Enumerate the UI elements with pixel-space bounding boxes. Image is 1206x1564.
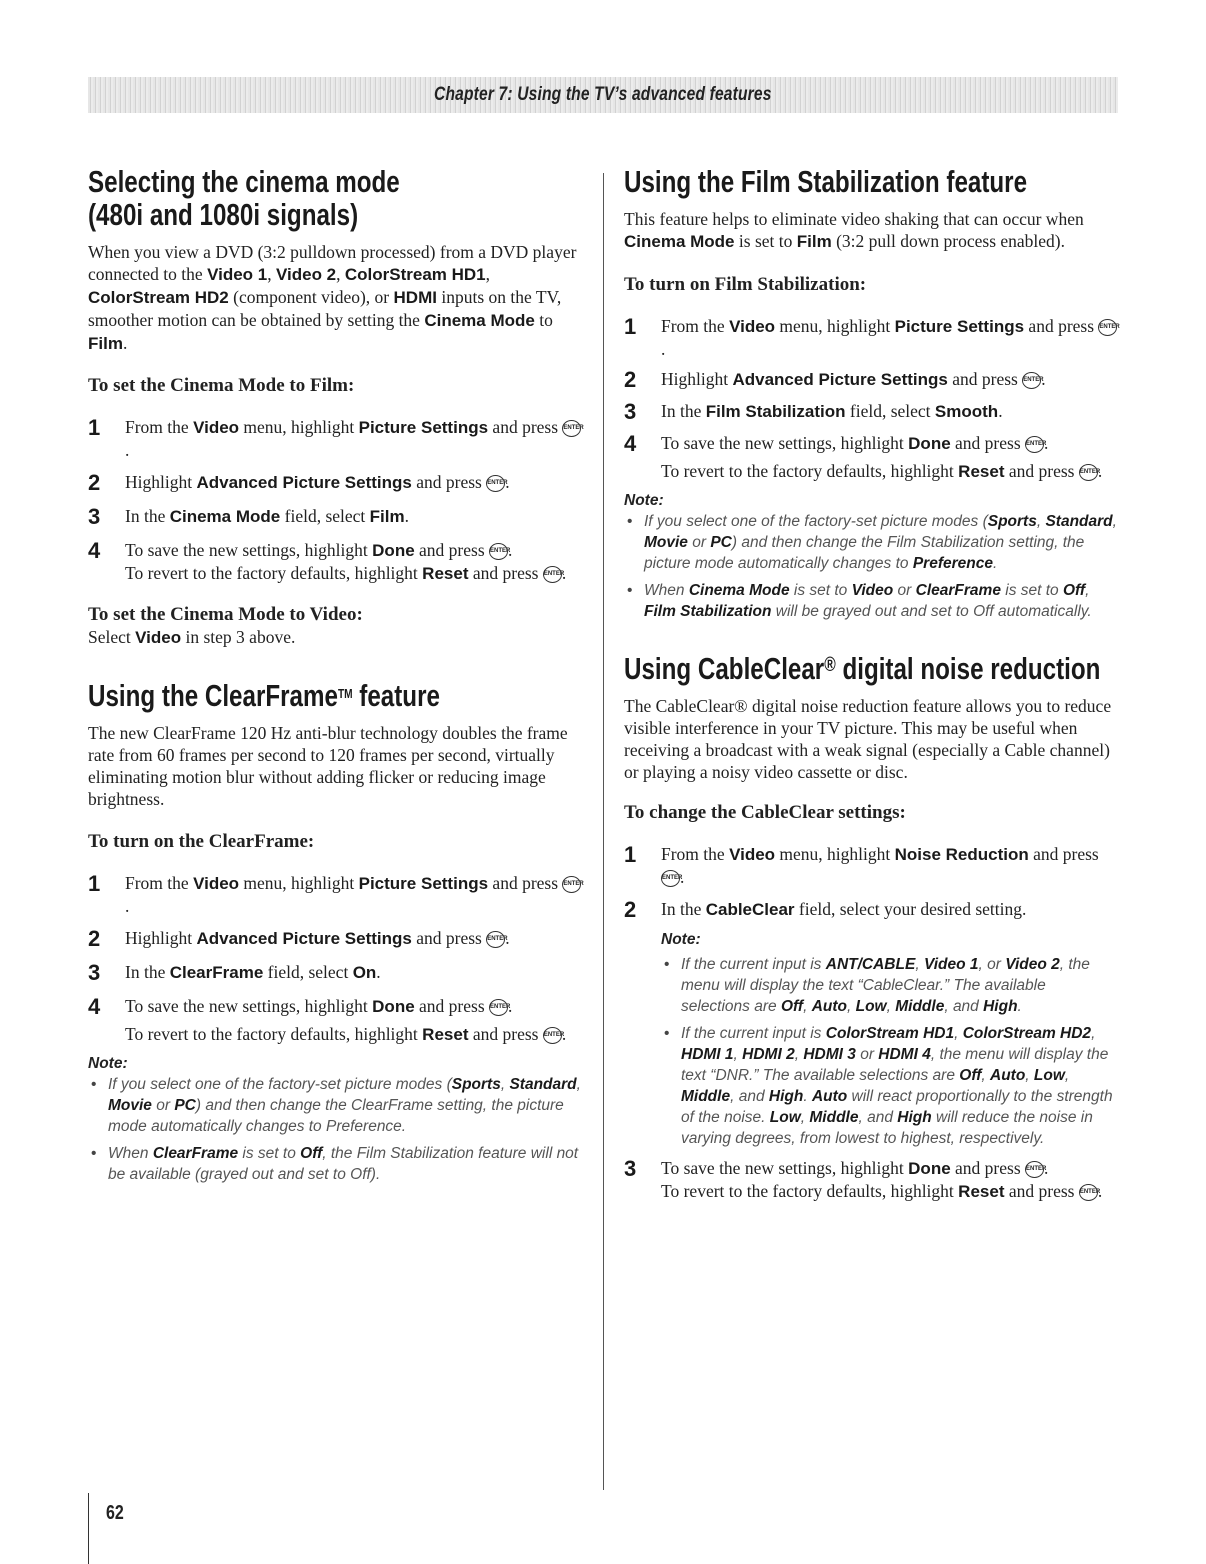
column-divider	[603, 173, 604, 1490]
cableclear-subheading: To change the CableClear settings:	[624, 802, 906, 823]
note-item: • If the current input is ANT/CABLE, Video 1, or Video 2, the menu will display the text “CableClear.” The available selections are Off, Auto, Low, Middle, and High.	[661, 954, 1118, 1017]
enter-button-icon: ENTER	[486, 931, 505, 948]
cinema-film-subheading: To set the Cinema Mode to Film:	[88, 375, 355, 396]
enter-button-icon: ENTER	[1022, 372, 1041, 389]
note-item: • If the current input is ColorStream HD1, ColorStream HD2, HDMI 1, HDMI 2, HDMI 3 or HDMI 4, the menu will display the text “DNR.” The available selections are Off, Auto, Low, Middle, and High. Auto will react proportionally to the strength of the noise. Low, Middle, and High will reduce the noise in varying degrees, from lowest to highest, respectively.	[661, 1023, 1118, 1149]
note-list	[661, 954, 1118, 1149]
page-number-rule	[88, 1493, 89, 1564]
left-column	[88, 165, 582, 1185]
cableclear-heading: Using CableClear® digital noise reduction	[624, 651, 1101, 686]
note-label: Note:	[88, 1055, 128, 1072]
step: 2 Highlight Advanced Picture Settings and press ENTER.	[624, 367, 1046, 392]
step: 3 In the ClearFrame field, select On.	[88, 960, 381, 985]
cinema-mode-heading: Selecting the cinema mode (480i and 1080i signals)	[88, 164, 400, 232]
step: 1 From the Video menu, highlight Picture Settings and press ENTER.	[88, 415, 584, 460]
enter-button-icon: ENTER	[489, 543, 508, 560]
enter-button-icon: ENTER	[1079, 1184, 1098, 1201]
film-stabilization-intro: This feature helps to eliminate video shaking that can occur when Cinema Mode is set to Film (3:2 pull down process enabled).	[624, 209, 1084, 251]
step: 4 To save the new settings, highlight Done and press ENTER. To revert to the factory defaults, highlight Reset and press ENTER.	[88, 538, 567, 583]
step: 2 In the CableClear field, select your desired setting.	[624, 897, 1027, 922]
enter-button-icon: ENTER	[661, 870, 680, 887]
note-item: • When Cinema Mode is set to Video or ClearFrame is set to Off, Film Stabilization will be grayed out and set to Off automatically.	[624, 580, 1118, 622]
note-item: • If you select one of the factory-set picture modes (Sports, Standard, Movie or PC) and then change the ClearFrame setting, the picture mode automatically changes to Preference.	[88, 1074, 582, 1137]
page-number: 62	[106, 1502, 124, 1524]
film-stabilization-heading: Using the Film Stabilization feature	[624, 164, 1028, 199]
step: 1 From the Video menu, highlight Picture Settings and press ENTER.	[624, 314, 1120, 359]
step: 1 From the Video menu, highlight Picture Settings and press ENTER.	[88, 871, 584, 916]
enter-button-icon: ENTER	[1025, 1161, 1044, 1178]
step: 3 In the Film Stabilization field, select Smooth.	[624, 399, 1003, 424]
enter-button-icon: ENTER	[543, 1027, 562, 1044]
chapter-title: Chapter 7: Using the TV’s advanced features	[434, 84, 772, 105]
step: 4 To save the new settings, highlight Done and press ENTER.	[624, 431, 1049, 456]
step-continuation: To revert to the factory defaults, highlight Reset and press ENTER.	[661, 461, 1103, 481]
step: 3 In the Cinema Mode field, select Film.	[88, 504, 409, 529]
film-stabilization-subheading: To turn on Film Stabilization:	[624, 274, 867, 295]
chapter-header	[88, 77, 1118, 113]
enter-button-icon: ENTER	[1079, 464, 1098, 481]
cableclear-intro: The CableClear® digital noise reduction feature allows you to reduce visible interference in your TV picture. This may be useful when receiving a broadcast with a weak signal (especially a Cable channel) or playing a noisy video cassette or disc.	[624, 696, 1112, 782]
clearframe-subheading: To turn on the ClearFrame:	[88, 831, 315, 852]
note-label: Note:	[661, 931, 701, 948]
clearframe-intro: The new ClearFrame 120 Hz anti-blur technology doubles the frame rate from 60 frames per second to 120 frames per second, virtually eliminating motion blur without adding flicker or reducing image brightness.	[88, 723, 568, 809]
cinema-video-subheading: To set the Cinema Mode to Video:	[88, 604, 363, 625]
step: 2 Highlight Advanced Picture Settings and press ENTER.	[88, 470, 510, 495]
cinema-mode-intro: When you view a DVD (3:2 pulldown processed) from a DVD player connected to the Video 1, Video 2, ColorStream HD1, ColorStream HD2 (component video), or HDMI inputs on the TV, smoother motion can be obtained by setting the Cinema Mode to Film.	[88, 242, 577, 353]
step-continuation: To revert to the factory defaults, highlight Reset and press ENTER.	[125, 1024, 567, 1044]
right-column	[624, 165, 1118, 1203]
enter-button-icon: ENTER	[562, 876, 581, 893]
enter-button-icon: ENTER	[1098, 319, 1117, 336]
step: 1 From the Video menu, highlight Noise Reduction and press ENTER.	[624, 842, 1099, 887]
cinema-video-text: Select Video in step 3 above.	[88, 627, 296, 647]
note-label: Note:	[624, 492, 664, 509]
enter-button-icon: ENTER	[562, 420, 581, 437]
note-item: • If you select one of the factory-set picture modes (Sports, Standard, Movie or PC) and then change the Film Stabilization setting, the picture mode automatically changes to Preference.	[624, 511, 1118, 574]
enter-button-icon: ENTER	[1025, 436, 1044, 453]
note-list	[624, 511, 1118, 622]
clearframe-heading: Using the ClearFrame™ feature	[88, 678, 440, 713]
step: 3 To save the new settings, highlight Done and press ENTER. To revert to the factory defaults, highlight Reset and press ENTER.	[624, 1156, 1103, 1201]
cableclear-note	[661, 930, 1118, 1149]
note-item: • When ClearFrame is set to Off, the Film Stabilization feature will not be available (grayed out and set to Off).	[88, 1143, 582, 1185]
step: 2 Highlight Advanced Picture Settings and press ENTER.	[88, 926, 510, 951]
enter-button-icon: ENTER	[543, 566, 562, 583]
enter-button-icon: ENTER	[486, 475, 505, 492]
note-list	[88, 1074, 582, 1185]
step: 4 To save the new settings, highlight Done and press ENTER.	[88, 994, 513, 1019]
enter-button-icon: ENTER	[489, 999, 508, 1016]
